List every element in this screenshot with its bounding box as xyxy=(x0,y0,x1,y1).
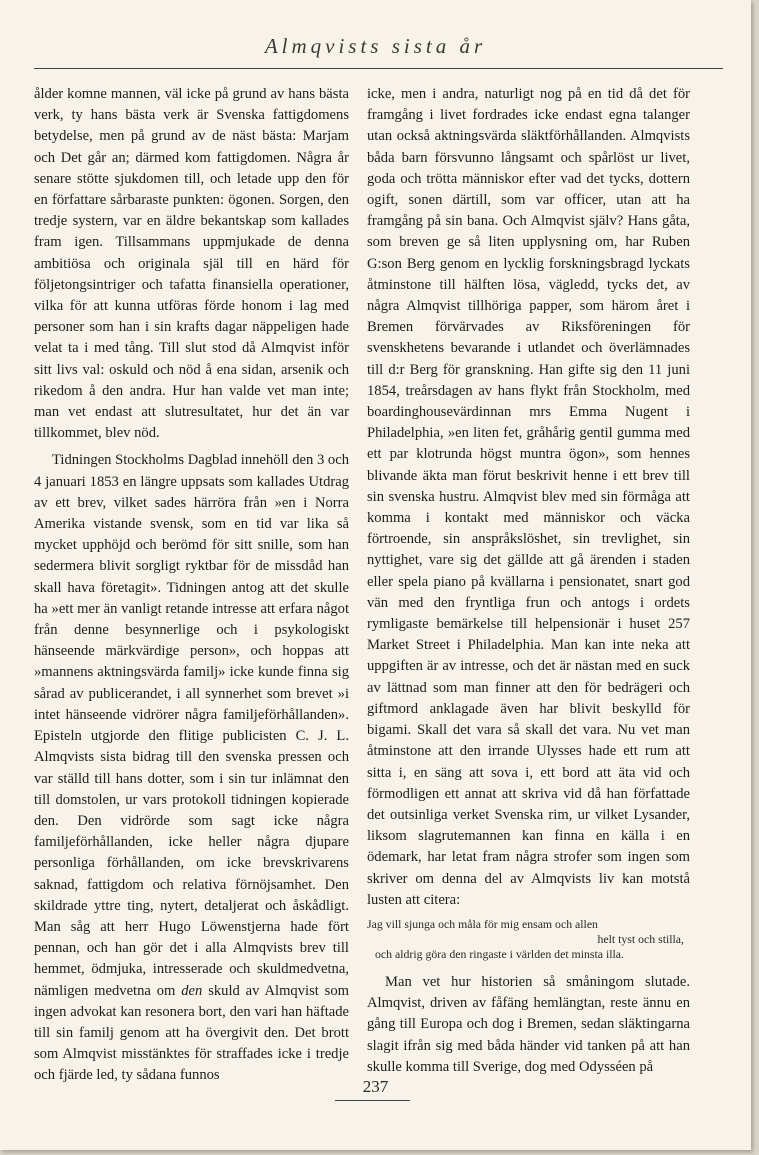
verse-line: helt tyst och stilla, xyxy=(597,931,684,946)
footer-rule xyxy=(335,1100,410,1101)
emphasis-word: den xyxy=(181,982,203,999)
paragraph xyxy=(34,450,349,1086)
left-column xyxy=(34,84,349,1093)
header-rule xyxy=(34,68,723,69)
paragraph: Man vet hur historien så småningom slutade. Almqvist, driven av fåfäng hemlängtan, reste ännu en gång till Europa och dog i Bremen, sedan släktingarna slagit ifrån sig med båda händer vid tanken på att han skulle komma till Sverige, dog med Odysséen på xyxy=(367,973,690,1075)
paragraph: ålder komne mannen, väl icke på grund av hans bästa verk, ty hans bästa verk är Svenska fattigdomens betydelse, men på grund av de näst bästa: Marjam och Det går an; därmed kom fattigdomen. Några år senare stötte sjukdomen till, och letade upp den för en författare sårbaraste punkten: ögonen. Sorgen, den tredje systern, var en äldre bekantskap som kallades fram igen. Tillsammans uppmjukade de denna ambitiösa och originala själ till en härd för följetongsintriger och tafatta finansiella operationer, vilka för att kunna utföras förde honom i lag med personer som han i sin krafts dagar näppeligen hade velat ta i med tång. Till slut stod då Almqvist inför sitt livs val: oskuld och nöd å ena sidan, arsenik och rikedom å den andra. Hur han valde vet man inte; man vet endast att slutresultatet, hur det än var tillkommet, blev nöd. xyxy=(34,86,349,442)
running-title: Almqvists sista år xyxy=(264,34,487,58)
paragraph-text: skuld av Almqvist som ingen advokat kan resonera bort, den vari han häftade till sin familj genom att ha övergivit den. Det brott som Almqvist misstänktes för straffades icke i tredje och fjärde led, ty sådana funnos xyxy=(34,982,349,1084)
paragraph: icke, men i andra, naturligt nog på en tid då det för framgång i livet fordrades icke endast egna talanger utan också aktningsvärda släktförhållanden. Almqvists båda barn försvunno långsamt och spårlöst ur livet, goda och trötta människor efter vad det tycks, dottern ogift, sonen därtill, som var officer, utan att ha framgång på sin bana. Och Almqvist själv? Hans gåta, som breven ge så liten upplysning om, har Ruben G:son Berg genom en lycklig forskningsbragd lyckats åtminstone till hälften lösa, vägledd, tycks det, av några Almqvist tillhöriga papper, som härom året i Bremen förvärvades av Riksföreningen för svenskhetens bevarande i utlandet och överlämnades till d:r Berg för granskning. Han gifte sig den 11 juni 1854, treårsdagen av hans flykt från Stockholm, med boardinghousevärdinnan mrs Emma Nugent i Philadelphia, »en liten fet, gråhårig gentil gumma med ett par klotrunda högst muntra ögon», som hennes blivande äkta man förut beskrivit henne i ett brev till sin svenska hustru. Almqvist blev med sin förmåga att komma i kontakt med människor och väcka förtroende, sin anspråkslöshet, sin trevlighet, sin nyttighet, vare sig det gällde att gå ärenden i staden eller spela piano på kvällarna i pensionatet, snart god vän med den fryntliga frun och antogs i ordets rymligaste bemärkelse till helpensionär i huset 257 Market Street i Philadelphia. Man kan inte neka att uppgiften är av intresse, och det är nästan med en suck av lättnad som man finner att den för bedrägeri och giftmord anklagade även har blivit beskylld för bigami. Skall det vara så skall det vara. Nu vet man åtminstone att den irrande Ulysses hade ett rum att sitta i, en säng att sova i, ett bord att äta vid och förmodligen ett annat att skriva vid då han författade det outsinliga verket Svenska rim, ur vilket Lysander, liksom slagrutemannen kan finna en källa i en ödemark, har letat fram några strofer som ingen som skriver om denna del av Almqvists liv kan motstå lusten att citera: xyxy=(367,86,690,908)
page-number: 237 xyxy=(362,1077,389,1096)
verse-quote xyxy=(367,917,690,962)
right-column xyxy=(367,84,690,1084)
verse-line: och aldrig göra den ringaste i världen det minsta illa. xyxy=(375,946,624,961)
verse-line: Jag vill sjunga och måla för mig ensam och allen xyxy=(367,916,598,931)
paragraph-text: Tidningen Stockholms Dagblad innehöll den 3 och 4 januari 1853 en längre uppsats som kallades Utdrag av ett brev, vilket sades härröra från »en i Norra Amerika vistande svensk, som en tid var lika så mycket upphöjd och berömd för sitt snille, som han sedermera blivit sorgligt ryktbar för de missdåd han skall hava företagit». Tidningen antog att det skulle ha »ett mer än vanligt retande intresse att erfara något från denne besynnerlige och i psykologiskt hänseende märkvärdige person», och hoppas att »mannens aktningsvärda familj» icke kunde finna sig sårad av publicerandet, i all synnerhet som brevet »i intet hänseende vidrörer några familjeförhållanden». Episteln utgjorde den flitige publicisten C. J. L. Almqvists sista bidrag till den svenska pressen och var ställd till hans dotter, som i sin tur inlämnat den till domstolen, ur vars protokoll tidningen kopierade den. Den vidrörde som sagt icke några familjeförhållanden, icke heller några djupare personliga förhållanden, om icke brevskrivarens saknad, fattigdom och relativa förnöjsamhet. Den skildrade yttre ting, nytert, detaljerat och åskådligt. Man såg att herr Hugo Löwenstjerna hade fört pennan, och han gör det i alla Almqvists brev till hemmet, ödmjuka, intresserade och skuldmedvetna, nämligen medvetna om xyxy=(34,452,349,999)
